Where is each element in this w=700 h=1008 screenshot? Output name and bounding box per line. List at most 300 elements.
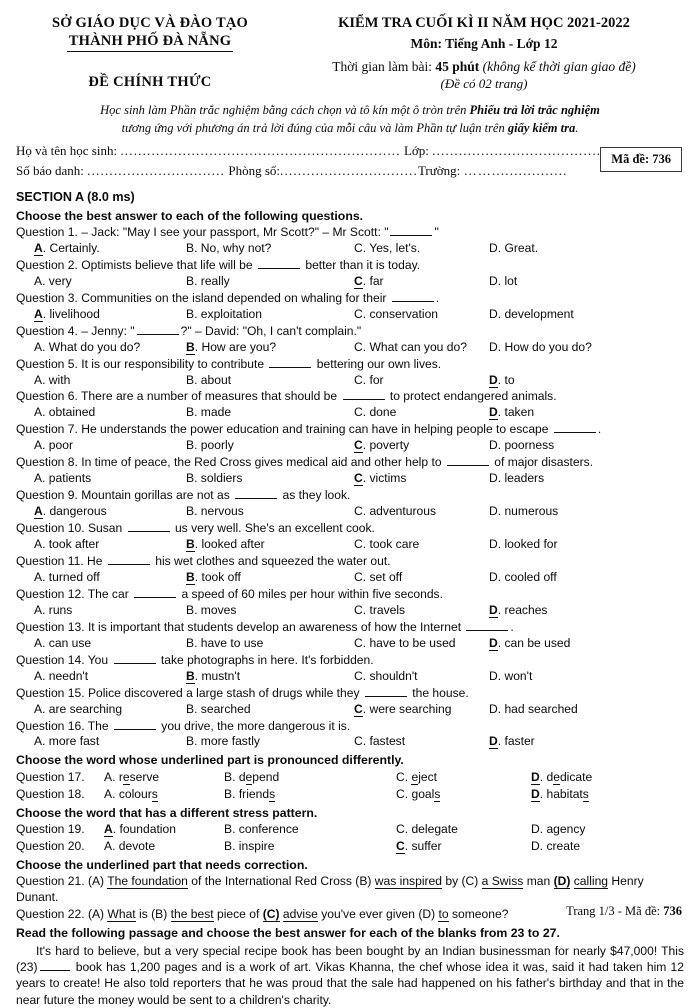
option-c[interactable] bbox=[354, 274, 489, 290]
option-a[interactable] bbox=[16, 405, 186, 421]
issuing-authority-block bbox=[16, 14, 284, 92]
question-label: Question 21. bbox=[16, 873, 88, 888]
option-d[interactable] bbox=[489, 702, 684, 718]
option-letter: B bbox=[186, 602, 195, 617]
option-letter: C bbox=[354, 339, 363, 354]
word-suffix: ject bbox=[418, 769, 438, 784]
room-label: Phòng số: bbox=[228, 162, 280, 178]
option-marker[interactable]: (C) bbox=[461, 873, 482, 888]
option-letter: D bbox=[489, 471, 498, 486]
option-a[interactable] bbox=[16, 471, 186, 487]
pronunciation-question-row bbox=[16, 770, 684, 786]
option-text: . Certainly. bbox=[42, 240, 100, 255]
option-text: . took after bbox=[42, 537, 100, 552]
option-text: . about bbox=[194, 372, 232, 387]
option-c[interactable] bbox=[354, 734, 489, 750]
option-text: . reaches bbox=[497, 602, 548, 617]
option-text: . looked after bbox=[194, 537, 265, 552]
student-name-input[interactable]: ............................................................... bbox=[120, 143, 401, 159]
option-a[interactable] bbox=[16, 241, 186, 257]
underlined-segment[interactable]: What bbox=[107, 906, 136, 921]
option-text: . set off bbox=[362, 569, 403, 584]
option-letter: D bbox=[489, 734, 498, 749]
option-c[interactable] bbox=[354, 603, 489, 619]
option-b[interactable] bbox=[186, 405, 354, 421]
option-c[interactable] bbox=[354, 702, 489, 718]
option-a[interactable] bbox=[16, 537, 186, 553]
answer-blank[interactable] bbox=[447, 456, 489, 466]
option-letter: D bbox=[489, 668, 498, 683]
option-text: . victims bbox=[362, 471, 407, 486]
option-b[interactable]: B. depend bbox=[224, 769, 280, 784]
option-text: . How do you do? bbox=[497, 339, 592, 354]
option-c[interactable]: C. goals bbox=[396, 786, 441, 801]
option-marker[interactable]: (D) bbox=[418, 906, 439, 921]
option-marker[interactable]: (A) bbox=[87, 906, 108, 921]
option-text: . poorness bbox=[497, 438, 555, 453]
option-text: . conservation bbox=[362, 306, 439, 321]
option-text: . cooled off bbox=[497, 569, 557, 584]
option-a[interactable] bbox=[16, 603, 186, 619]
underlined-segment[interactable]: was inspired bbox=[374, 873, 442, 888]
option-a[interactable] bbox=[16, 636, 186, 652]
question-label: Question 12. bbox=[16, 586, 85, 601]
question-label: Question 3. bbox=[16, 290, 78, 305]
option-text: . development bbox=[497, 306, 574, 321]
option-text: . won't bbox=[497, 668, 533, 683]
option-text: . really bbox=[194, 273, 230, 288]
option-letter: A bbox=[34, 438, 43, 453]
option-text: . poor bbox=[42, 438, 74, 453]
option-row bbox=[16, 274, 684, 290]
question-stem: Question 16. The you drive, the more dangerous it is. bbox=[16, 718, 351, 733]
option-letter: B bbox=[186, 339, 195, 354]
option-b[interactable] bbox=[186, 274, 354, 290]
word-prefix: friend bbox=[238, 786, 270, 801]
option-a[interactable] bbox=[16, 307, 186, 323]
option-letter: D bbox=[489, 504, 498, 519]
option-c[interactable] bbox=[354, 537, 489, 553]
question-label: Question 5. bbox=[16, 356, 78, 371]
option-letter: B bbox=[224, 786, 233, 801]
option-d[interactable] bbox=[489, 405, 684, 421]
word-prefix: goal bbox=[411, 786, 435, 801]
option-b[interactable] bbox=[186, 373, 354, 389]
option-text: . nervous bbox=[194, 504, 244, 519]
option-text: . lot bbox=[497, 273, 518, 288]
underlined-segment[interactable]: advise bbox=[282, 906, 318, 921]
question-stem: Question 13. It is important that students develop an awareness of how the Internet . bbox=[16, 619, 514, 634]
option-text: . can use bbox=[42, 635, 92, 650]
option-letter: C bbox=[354, 405, 363, 420]
option-b[interactable] bbox=[224, 839, 396, 855]
passage-blank-23[interactable] bbox=[40, 961, 70, 971]
option-d[interactable] bbox=[489, 307, 684, 323]
option-c[interactable] bbox=[354, 241, 489, 257]
option-a[interactable] bbox=[16, 570, 186, 586]
option-text: . Yes, let's. bbox=[362, 240, 421, 255]
option-d[interactable] bbox=[489, 636, 684, 652]
question-label: Question 9. bbox=[16, 488, 78, 503]
option-d[interactable] bbox=[489, 504, 684, 520]
answer-blank[interactable] bbox=[466, 620, 508, 630]
option-d[interactable] bbox=[531, 839, 684, 855]
option-row bbox=[16, 241, 684, 257]
option-letter: B bbox=[186, 569, 195, 584]
option-letter: D bbox=[489, 701, 498, 716]
class-input[interactable]: ...................................... bbox=[432, 143, 602, 159]
option-letter: C bbox=[354, 471, 363, 486]
exam-duration bbox=[284, 59, 684, 75]
question-stem: Question 12. The car a speed of 60 miles per hour within five seconds. bbox=[16, 586, 443, 601]
option-b[interactable] bbox=[224, 822, 396, 838]
underlined-segment[interactable]: to bbox=[438, 906, 449, 921]
underlined-phoneme: s bbox=[151, 786, 158, 801]
question-label: Question 4. bbox=[16, 323, 78, 338]
option-c[interactable] bbox=[354, 405, 489, 421]
option-c[interactable] bbox=[396, 822, 531, 838]
option-b[interactable] bbox=[186, 734, 354, 750]
answer-blank[interactable] bbox=[554, 423, 596, 433]
option-a[interactable] bbox=[104, 822, 224, 838]
option-d[interactable] bbox=[489, 274, 684, 290]
student-name-label: Họ và tên học sinh: bbox=[16, 143, 121, 159]
option-text: . made bbox=[194, 405, 232, 420]
department-line-1: SỞ GIÁO DỤC VÀ ĐÀO TẠO bbox=[51, 15, 248, 31]
option-d[interactable]: D. dedicate bbox=[531, 769, 593, 784]
option-text: . Great. bbox=[497, 240, 539, 255]
answer-blank[interactable] bbox=[390, 225, 432, 235]
option-letter: D bbox=[489, 405, 498, 420]
underlined-phoneme: e bbox=[553, 769, 560, 784]
question-label: Question 11. bbox=[16, 553, 84, 568]
option-a[interactable] bbox=[104, 839, 224, 855]
directive-pronunciation: Choose the word whose underlined part is pronounced differently. bbox=[16, 753, 404, 768]
option-letter: D bbox=[489, 602, 498, 617]
plain-text: of the International Red Cross bbox=[187, 873, 356, 888]
candidate-number-input[interactable]: ............................... bbox=[87, 162, 226, 178]
option-letter: D bbox=[489, 438, 498, 453]
option-marker[interactable]: (B) bbox=[355, 873, 375, 888]
option-text: . devote bbox=[112, 838, 156, 853]
option-letter: B bbox=[186, 504, 195, 519]
option-d[interactable] bbox=[489, 340, 684, 356]
option-d[interactable] bbox=[489, 734, 684, 750]
option-text: . mustn't bbox=[194, 668, 241, 683]
question-stem: Question 11. He his wet clothes and squeezed the water out. bbox=[16, 553, 391, 568]
question-stem: Question 6. There are a number of measures that should be to protect endangered animals. bbox=[16, 389, 557, 404]
option-letter: C bbox=[354, 240, 363, 255]
option-c[interactable] bbox=[396, 839, 531, 855]
option-letter: A bbox=[34, 339, 43, 354]
option-text: . What do you do? bbox=[42, 339, 141, 354]
option-text: . for bbox=[362, 372, 384, 387]
duration-prefix: Thời gian làm bài: bbox=[332, 58, 436, 74]
underlined-segment[interactable]: The foundation bbox=[107, 873, 188, 888]
option-b[interactable] bbox=[186, 570, 354, 586]
option-letter: A bbox=[104, 838, 113, 853]
option-d[interactable] bbox=[531, 822, 684, 838]
option-letter: C bbox=[354, 734, 363, 749]
option-b[interactable] bbox=[186, 241, 354, 257]
directive-correction: Choose the underlined part that needs correction. bbox=[16, 857, 308, 872]
option-text: . are searching bbox=[42, 701, 123, 716]
option-text: . travels bbox=[362, 602, 406, 617]
option-a[interactable]: A. reserve bbox=[104, 769, 160, 784]
option-text: . moves bbox=[194, 602, 237, 617]
option-b[interactable] bbox=[186, 340, 354, 356]
option-letter: A bbox=[34, 734, 43, 749]
option-d[interactable] bbox=[489, 669, 684, 685]
answer-blank[interactable] bbox=[128, 522, 170, 532]
answer-blank[interactable] bbox=[269, 357, 311, 367]
option-text: . create bbox=[539, 838, 581, 853]
question-stem: Question 10. Susan us very well. She's an excellent cook. bbox=[16, 521, 375, 536]
option-row bbox=[16, 504, 684, 520]
option-marker[interactable]: (B) bbox=[151, 906, 171, 921]
option-c[interactable] bbox=[354, 471, 489, 487]
option-d[interactable] bbox=[489, 537, 684, 553]
exam-subject: Môn: Tiếng Anh - Lớp 12 bbox=[410, 35, 558, 51]
option-b[interactable] bbox=[186, 702, 354, 718]
option-b[interactable] bbox=[186, 438, 354, 454]
option-letter: D bbox=[489, 339, 498, 354]
option-letter: A bbox=[34, 602, 43, 617]
answer-blank[interactable] bbox=[235, 489, 277, 499]
option-text: . What can you do? bbox=[362, 339, 467, 354]
option-text: . were searching bbox=[362, 701, 452, 716]
stress-list bbox=[16, 822, 684, 855]
option-letter: A bbox=[104, 821, 113, 836]
option-letter: A bbox=[34, 306, 43, 321]
question-label: Question 8. bbox=[16, 455, 78, 470]
answer-blank[interactable] bbox=[134, 587, 176, 597]
option-b[interactable] bbox=[186, 307, 354, 323]
stress-question-row bbox=[16, 839, 684, 855]
option-letter: C bbox=[396, 786, 405, 801]
question-label: Question 15. bbox=[16, 685, 85, 700]
option-letter: A bbox=[34, 668, 43, 683]
option-letter: B bbox=[186, 405, 195, 420]
option-letter: A bbox=[34, 504, 43, 519]
option-a[interactable] bbox=[16, 702, 186, 718]
class-label: Lớp: bbox=[403, 143, 433, 159]
footer-exam-code: 736 bbox=[663, 904, 682, 918]
option-letter: D bbox=[489, 537, 498, 552]
option-d[interactable] bbox=[489, 438, 684, 454]
option-c[interactable] bbox=[354, 504, 489, 520]
underlined-phoneme: e bbox=[411, 769, 419, 784]
plain-text: someone? bbox=[448, 906, 509, 921]
department-line-2: THÀNH PHỐ ĐÀ NẴNG bbox=[67, 32, 234, 52]
option-a[interactable] bbox=[16, 734, 186, 750]
option-letter: A bbox=[34, 240, 43, 255]
option-a[interactable] bbox=[16, 274, 186, 290]
option-text: . with bbox=[42, 372, 71, 387]
instruction-period: . bbox=[575, 120, 579, 135]
option-marker[interactable]: (D) bbox=[553, 873, 571, 888]
option-c[interactable] bbox=[354, 307, 489, 323]
official-exam-label: ĐỀ CHÍNH THỨC bbox=[88, 74, 212, 91]
option-b[interactable] bbox=[186, 504, 354, 520]
option-letter: B bbox=[224, 821, 233, 836]
option-b[interactable] bbox=[186, 636, 354, 652]
duration-value: 45 phút bbox=[435, 58, 480, 74]
word-prefix: d bbox=[238, 769, 246, 784]
question-stem: Question 14. You take photographs in here. It's forbidden. bbox=[16, 652, 374, 667]
answer-blank[interactable] bbox=[108, 555, 150, 565]
word-suffix: pend bbox=[252, 769, 280, 784]
option-letter: B bbox=[186, 701, 195, 716]
underlined-segment[interactable]: the best bbox=[170, 906, 214, 921]
answer-blank[interactable] bbox=[114, 719, 156, 729]
option-a[interactable]: A. colours bbox=[104, 786, 158, 801]
option-row bbox=[16, 405, 684, 421]
candidate-number-label: Số báo danh: bbox=[16, 162, 88, 178]
exam-title: KIỂM TRA CUỐI KÌ II NĂM HỌC 2021-2022 bbox=[338, 15, 630, 31]
option-d[interactable]: D. habitats bbox=[531, 786, 589, 801]
option-row bbox=[16, 734, 684, 750]
option-b[interactable] bbox=[186, 603, 354, 619]
option-a[interactable] bbox=[16, 438, 186, 454]
word-prefix: d bbox=[546, 769, 554, 784]
answer-blank[interactable] bbox=[137, 324, 179, 334]
student-id-fields bbox=[16, 141, 684, 180]
option-text: . How are you? bbox=[194, 339, 277, 354]
option-letter: A bbox=[34, 372, 43, 387]
question-label: Question 19. bbox=[16, 821, 85, 836]
word-suffix: dicate bbox=[559, 769, 593, 784]
option-text: . taken bbox=[497, 405, 535, 420]
option-letter: B bbox=[186, 306, 195, 321]
option-letter: C bbox=[354, 569, 363, 584]
option-text: . searched bbox=[194, 701, 251, 716]
option-text: . more fast bbox=[42, 734, 100, 749]
option-text: . can be used bbox=[497, 635, 571, 650]
question-stem: Question 1. – Jack: "May I see your passport, Mr Scott?" – Mr Scott: " " bbox=[16, 224, 439, 239]
option-a[interactable] bbox=[16, 504, 186, 520]
option-marker[interactable]: (A) bbox=[87, 873, 108, 888]
question-label: Question 10. bbox=[16, 521, 85, 536]
answer-blank[interactable] bbox=[258, 258, 300, 268]
question-label: Question 13. bbox=[16, 619, 85, 634]
answer-blank[interactable] bbox=[114, 653, 156, 663]
option-text: . exploitation bbox=[194, 306, 262, 321]
option-text: . poverty bbox=[362, 438, 410, 453]
answer-sheet-name: Phiếu trả lời trắc nghiệm bbox=[469, 102, 600, 117]
option-b[interactable]: B. friends bbox=[224, 786, 276, 801]
option-text: . far bbox=[362, 273, 384, 288]
question-label: Question 18. bbox=[16, 786, 85, 801]
option-c[interactable] bbox=[354, 340, 489, 356]
option-row bbox=[16, 537, 684, 553]
question-label: Question 14. bbox=[16, 652, 85, 667]
option-letter: D bbox=[531, 786, 540, 801]
option-row bbox=[16, 702, 684, 718]
exam-paper-name: giấy kiểm tra bbox=[507, 120, 576, 135]
option-row bbox=[16, 603, 684, 619]
underlined-segment[interactable]: a Swiss bbox=[481, 873, 524, 888]
option-row bbox=[16, 471, 684, 487]
option-letter: C bbox=[354, 372, 363, 387]
option-c[interactable] bbox=[354, 636, 489, 652]
option-letter: C bbox=[354, 602, 363, 617]
option-d[interactable] bbox=[489, 241, 684, 257]
answer-blank[interactable] bbox=[343, 390, 385, 400]
option-marker[interactable]: (C) bbox=[262, 906, 280, 921]
question-stem: Question 4. – Jenny: " ?" – David: "Oh, I can't complain." bbox=[16, 323, 362, 338]
pronunciation-question-row bbox=[16, 787, 684, 803]
plain-text: piece of bbox=[213, 906, 263, 921]
student-number-row bbox=[16, 161, 684, 181]
room-input[interactable]: ............................... bbox=[280, 162, 418, 178]
underlined-phoneme: s bbox=[269, 786, 276, 801]
option-text: . took off bbox=[194, 569, 241, 584]
school-label: Trường: bbox=[417, 162, 464, 178]
passage-part-2: book has 1,200 pages and is a work of art. Vikas Khanna, the chef whose idea it was, said it had taken him 12 years to create! He also told reporters that he was proud that the sale had happened on his father's birthday and that in the near future the money would be sent to a children's charity. bbox=[16, 960, 684, 1007]
answer-blank[interactable] bbox=[392, 291, 434, 301]
option-c[interactable] bbox=[354, 373, 489, 389]
option-d[interactable] bbox=[489, 373, 684, 389]
option-c[interactable]: C. eject bbox=[396, 769, 438, 784]
option-letter: A bbox=[34, 569, 43, 584]
option-a[interactable] bbox=[16, 373, 186, 389]
answer-blank[interactable] bbox=[365, 686, 407, 696]
option-c[interactable] bbox=[354, 570, 489, 586]
option-letter: A bbox=[34, 701, 43, 716]
exam-body bbox=[0, 180, 700, 1008]
question-stem: Question 5. It is our responsibility to contribute bettering our own lives. bbox=[16, 356, 442, 371]
option-c[interactable] bbox=[354, 669, 489, 685]
plain-text: man bbox=[523, 873, 554, 888]
underlined-segment[interactable]: calling bbox=[573, 873, 609, 888]
school-input[interactable]: ……................. bbox=[463, 162, 568, 178]
multiple-choice-list bbox=[16, 225, 684, 751]
option-letter: B bbox=[186, 273, 195, 288]
option-d[interactable] bbox=[489, 570, 684, 586]
option-c[interactable] bbox=[354, 438, 489, 454]
option-text: . poorly bbox=[194, 438, 234, 453]
option-letter: A bbox=[104, 769, 113, 784]
pronunciation-list bbox=[16, 770, 684, 803]
page-count-note: (Đề có 02 trang) bbox=[440, 75, 528, 91]
option-text: . suffer bbox=[404, 838, 442, 853]
option-b[interactable] bbox=[186, 471, 354, 487]
option-b[interactable] bbox=[186, 669, 354, 685]
question-label: Question 7. bbox=[16, 422, 78, 437]
option-b[interactable] bbox=[186, 537, 354, 553]
word-prefix: r bbox=[118, 769, 123, 784]
option-letter: D bbox=[531, 769, 540, 784]
option-letter: D bbox=[489, 569, 498, 584]
option-text: . patients bbox=[42, 471, 92, 486]
question-label: Question 16. bbox=[16, 718, 85, 733]
question-stem: Question 15. Police discovered a large stash of drugs while they the house. bbox=[16, 685, 469, 700]
underlined-phoneme: s bbox=[582, 786, 589, 801]
option-letter: B bbox=[186, 734, 195, 749]
option-letter: D bbox=[489, 306, 498, 321]
option-letter: B bbox=[186, 635, 195, 650]
question-label: Question 1. bbox=[16, 224, 78, 239]
option-text: . leaders bbox=[497, 471, 545, 486]
option-a[interactable] bbox=[16, 669, 186, 685]
option-text: . conference bbox=[232, 821, 299, 836]
option-letter: D bbox=[489, 372, 498, 387]
option-d[interactable] bbox=[489, 471, 684, 487]
option-a[interactable] bbox=[16, 340, 186, 356]
option-d[interactable] bbox=[489, 603, 684, 619]
option-text: . foundation bbox=[112, 821, 176, 836]
